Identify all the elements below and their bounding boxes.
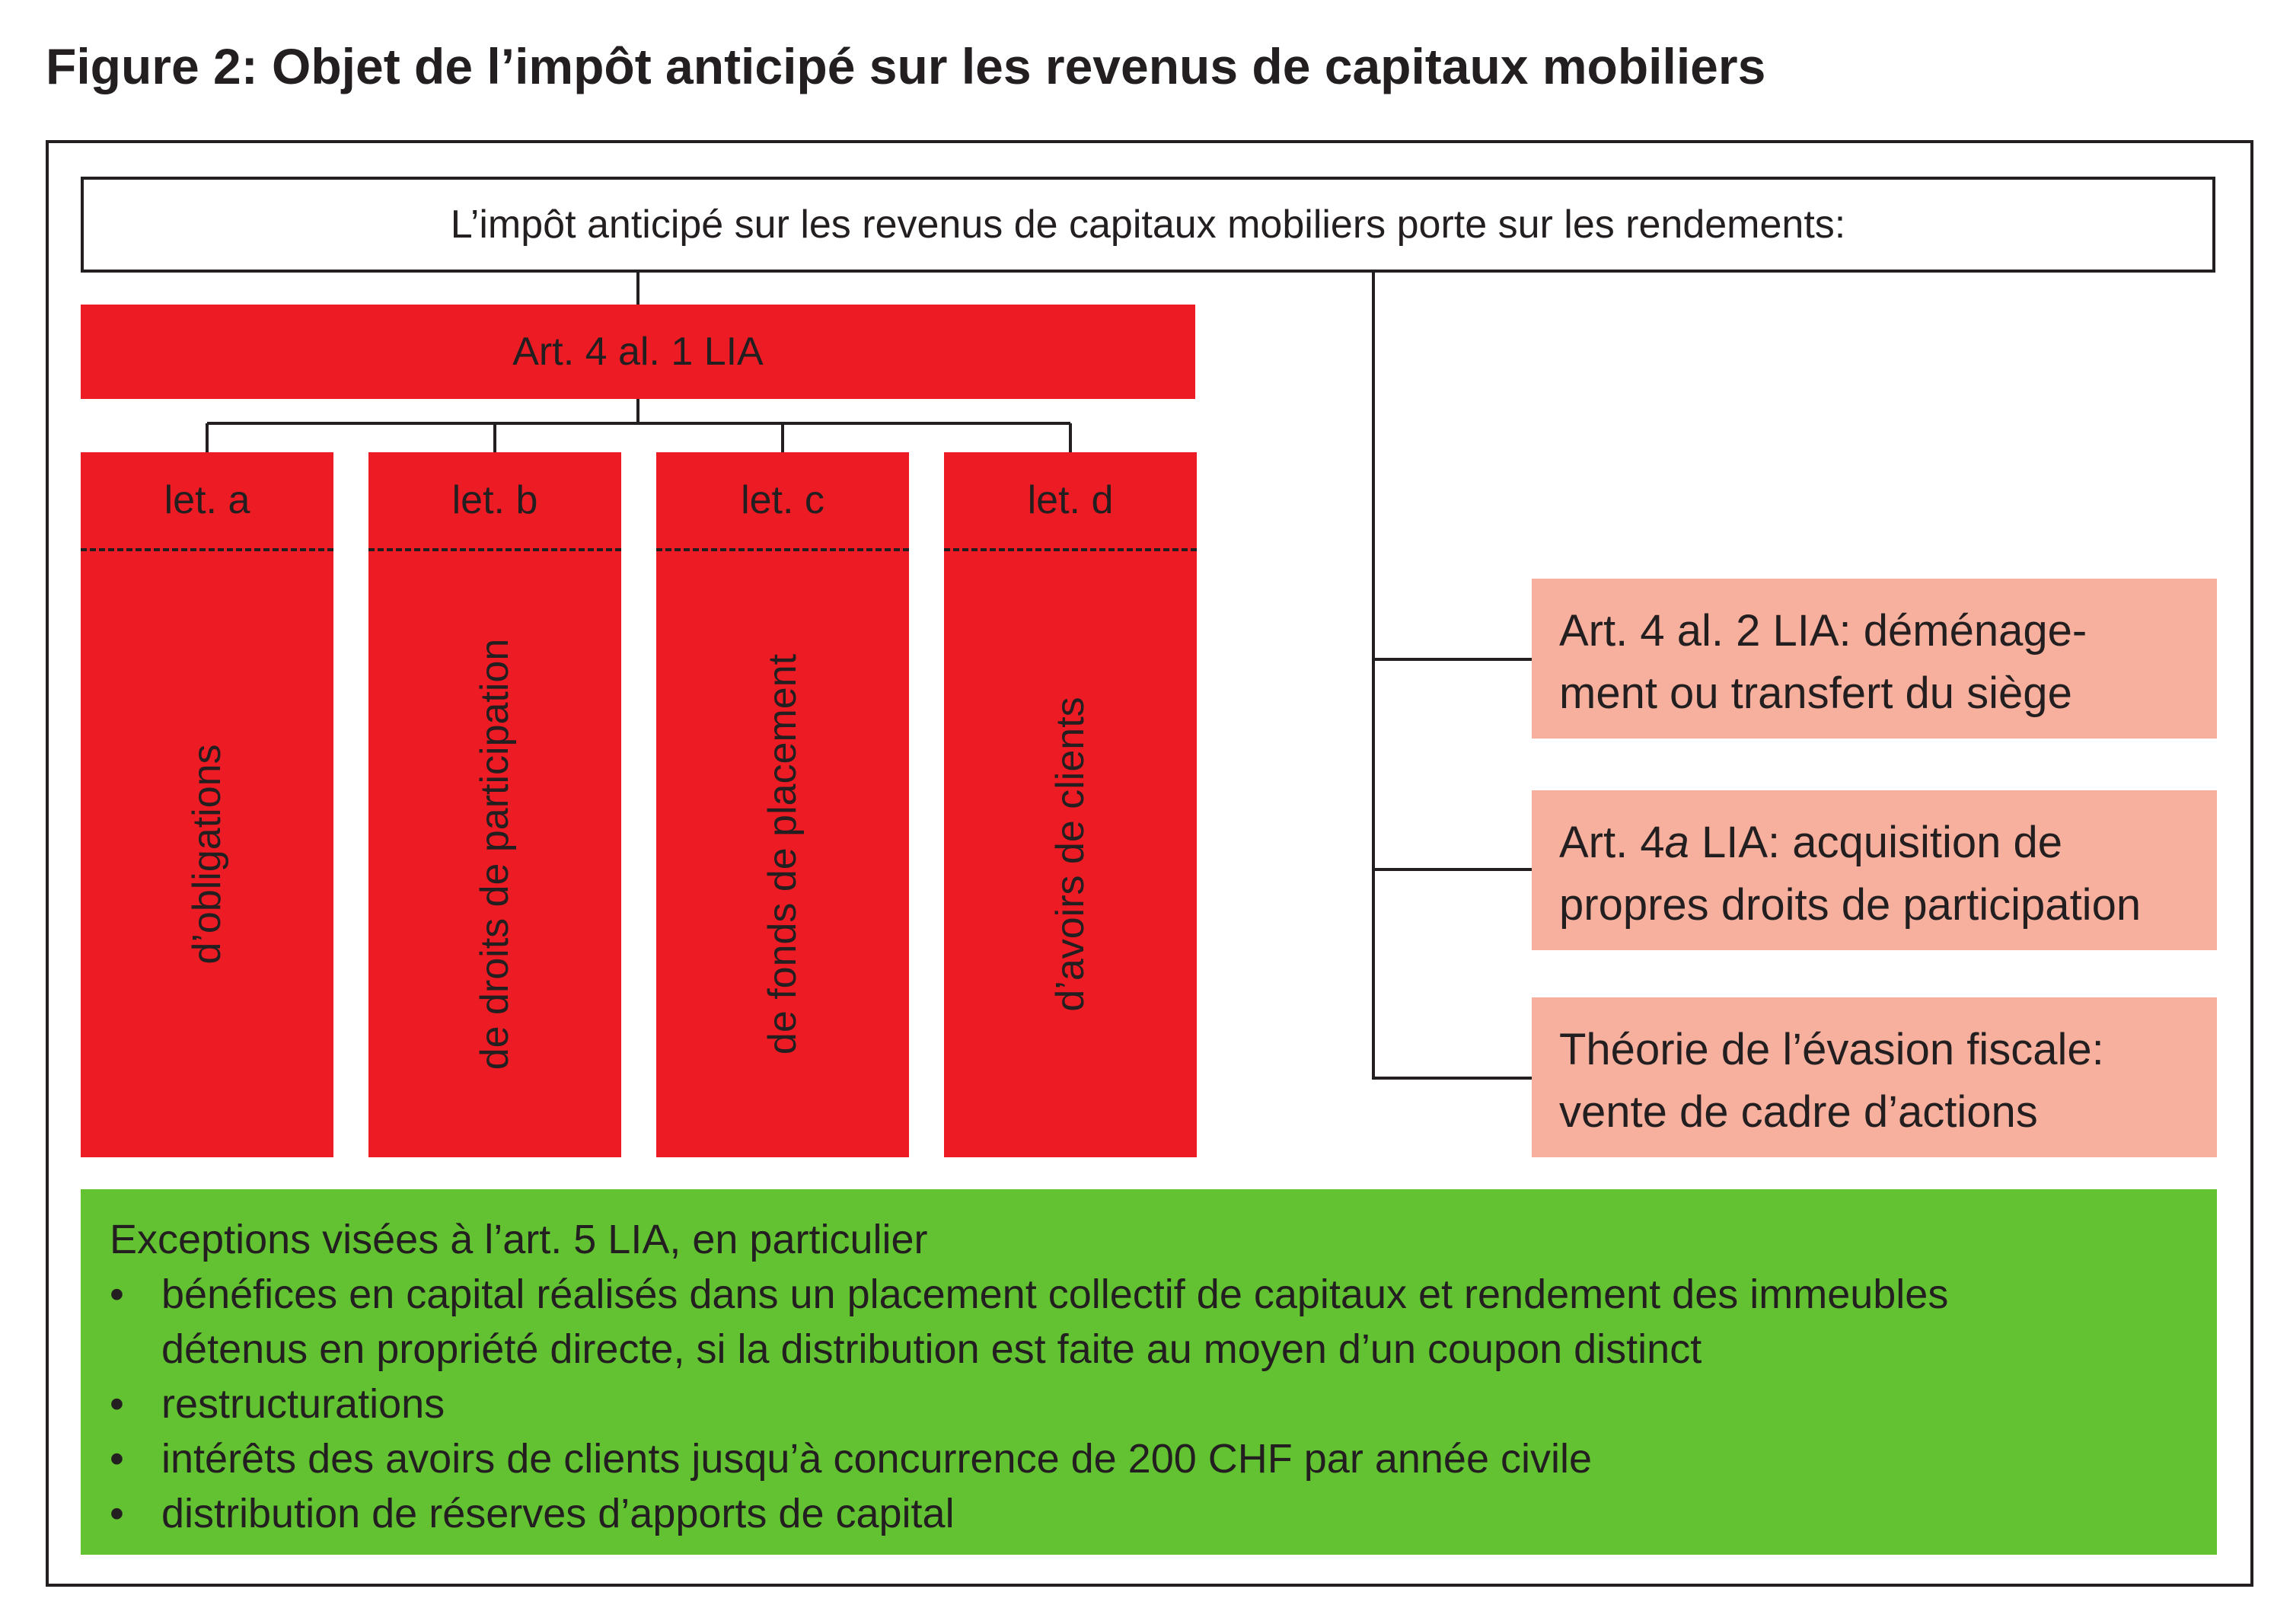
letter-b-body (368, 551, 621, 1157)
art42-line2: ment ou transfert du siège (1559, 668, 2072, 718)
theorie-line2: vente de cadre d’actions (1559, 1087, 2038, 1137)
art41-box (81, 305, 1195, 399)
exception-3-line1: intérêts des avoirs de clients jusqu’à concurrence de 200 CHF par année civile (161, 1436, 1593, 1482)
art4a-head-pre: Art. 4 (1559, 818, 1665, 867)
list-item (110, 1377, 2217, 1431)
letter-b-head: let. b (368, 452, 621, 551)
list-item (110, 1431, 2217, 1486)
theorie-box (1532, 997, 2217, 1157)
art4a-rest: acquisition de (1792, 818, 2062, 867)
art4a-head-italic: a (1664, 818, 1689, 867)
letter-d-head: let. d (944, 452, 1197, 551)
exception-2-line1: restructurations (161, 1381, 445, 1427)
list-item (110, 1267, 2217, 1377)
top-statement-box (81, 177, 2215, 273)
exceptions-intro: Exceptions visées à l’art. 5 LIA, en particulier (110, 1217, 928, 1262)
letter-c-body (656, 551, 909, 1157)
letter-c-text: de fonds de placement (761, 653, 805, 1055)
art42-rest: déménage- (1863, 606, 2087, 656)
exception-4-line1: distribution de réserves d’apports de capital (161, 1491, 955, 1536)
letter-a-text: d’obligations (185, 744, 229, 965)
art41-label: Art. 4 al. 1 LIA (512, 330, 764, 374)
letter-a-head: let. a (81, 452, 333, 551)
art4a-head-post: LIA: (1689, 818, 1781, 867)
exception-1-line1: bénéfices en capital réalisés dans un placement collectif de capitaux et rendement des immeubles (161, 1271, 1949, 1317)
figure-title: Figure 2: Objet de l’impôt anticipé sur les revenus de capitaux mobiliers (46, 38, 1766, 94)
letter-d-text: d’avoirs de clients (1048, 697, 1092, 1012)
letter-column-b (368, 452, 621, 1157)
letter-d-body (944, 551, 1197, 1157)
letter-column-d (944, 452, 1197, 1157)
letter-b-text: de droits de participation (473, 638, 517, 1070)
bullet-icon: • (110, 1491, 124, 1536)
art4a-line1 (1559, 812, 2217, 874)
bullet-icon: • (110, 1381, 124, 1427)
art42-line1 (1559, 600, 2217, 662)
art42-head: Art. 4 al. 2 LIA: (1559, 606, 1851, 656)
theorie-head: Théorie de l’évasion fiscale: (1559, 1025, 2104, 1074)
top-statement-text: L’impôt anticipé sur les revenus de capitaux mobiliers porte sur les rendements: (450, 203, 1846, 247)
list-item (110, 1486, 2217, 1541)
art42-box (1532, 579, 2217, 739)
bullet-icon: • (110, 1436, 124, 1482)
letter-column-c (656, 452, 909, 1157)
exceptions-list (110, 1267, 2217, 1541)
exception-1-line2: détenus en propriété directe, si la distribution est faite au moyen d’un coupon distinct (161, 1326, 1702, 1372)
art4a-line2: propres droits de participation (1559, 880, 2142, 930)
bullet-icon: • (110, 1271, 124, 1317)
exceptions-box (81, 1189, 2217, 1555)
art4a-box (1532, 790, 2217, 950)
art4a-head (1559, 818, 1780, 867)
letter-column-a (81, 452, 333, 1157)
letter-a-body (81, 551, 333, 1157)
letter-c-head: let. c (656, 452, 909, 551)
